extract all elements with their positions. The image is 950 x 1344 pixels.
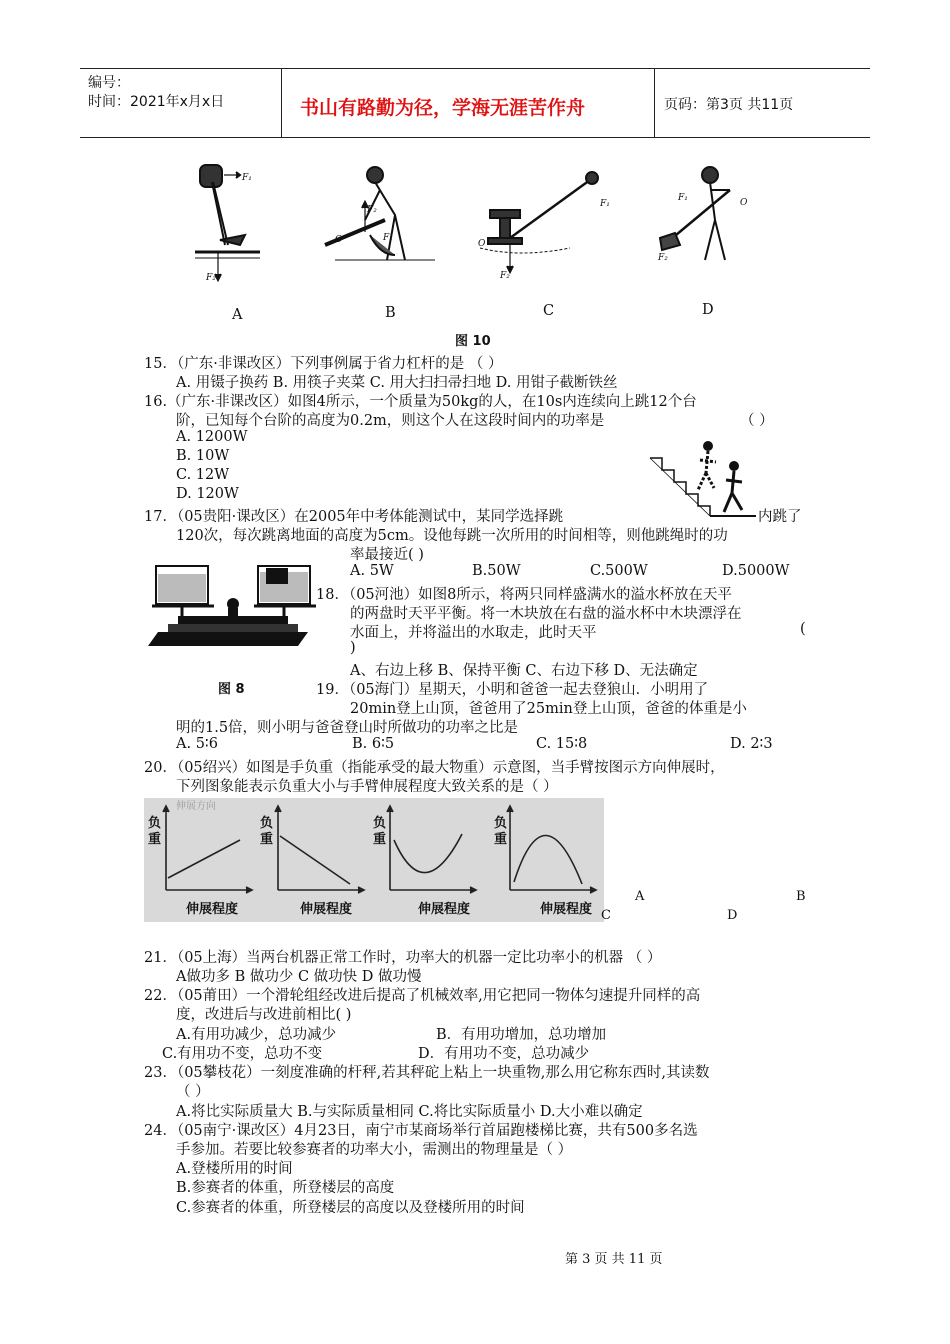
figure10-label-a: A (232, 307, 243, 323)
figure10-drawings (190, 160, 770, 300)
balance-figure (148, 560, 318, 655)
question-22-line2: 度，改进后与改进前相比( ) (176, 1007, 352, 1023)
graph-c (387, 806, 476, 893)
question-23-options: A.将比实际质量大 B.与实际质量相同 C.将比实际质量小 D.大小难以确定 (176, 1104, 643, 1120)
figure10-caption: 图 10 (455, 334, 491, 349)
question-23-line1: 23．（05攀枝花）一刻度准确的杆秤,若其秤砣上粘上一块重物,那么用它称东西时,其读数 (144, 1065, 710, 1081)
date-label: 时间：2021年x月x日 (88, 94, 225, 110)
question-16-line1: 16.（广东·非课改区）如图4所示，一个质量为50kg的人，在10s内连续向上跳12个台 (144, 394, 697, 410)
question-16-line2: 阶，已知每个台阶的高度为0.2m，则这个人在这段时间内的功率是 (176, 413, 605, 429)
graph-d (507, 806, 596, 893)
lever-figure-c (478, 172, 610, 281)
graph-letter-a: A (635, 889, 645, 904)
question-20-line1: 20．（05绍兴）如图是手负重（指能承受的最大物重）示意图，当手臂按图示方向伸展时， (144, 760, 725, 776)
svg-text:F₁: F₁ (600, 199, 610, 209)
question-16-option-a: A. 1200W (176, 429, 248, 445)
number-label: 编号： (88, 75, 130, 91)
lever-figure-d (657, 167, 748, 263)
question-19-line3: 明的1.5倍，则小明与爸爸登山时所做功的功率之比是 (176, 720, 519, 736)
question-18-bracket-open: ( (800, 621, 806, 637)
question-18-line3: 水面上，并将溢出的水取走，此时天平 (350, 625, 597, 641)
question-21-stem: 21．（05上海）当两台机器正常工作时，功率大的机器一定比功率小的机器 （ ） (144, 950, 662, 966)
header-divider (281, 69, 282, 137)
graph-a-x-label: 伸展程度 (186, 902, 239, 917)
question-17-option-c: C.500W (590, 563, 648, 579)
figure10-label-b: B (385, 305, 396, 321)
question-19-line1: 19．（05海门）星期天，小明和爸爸一起去登狼山．小明用了 (316, 682, 709, 698)
figure8-caption: 图 8 (218, 682, 245, 697)
graph-c-x-label: 伸展程度 (418, 902, 471, 917)
graph-d-x-label: 伸展程度 (540, 902, 593, 917)
question-18-options: A、右边上移 B、保持平衡 C、右边下移 D、无法确定 (350, 663, 698, 679)
question-24-option-b: B.参赛者的体重，所登楼层的高度 (176, 1180, 395, 1196)
question-22-option-b: B．有用功增加，总功增加 (436, 1027, 607, 1043)
question-24-option-c: C.参赛者的体重，所登楼层的高度以及登楼所用的时间 (176, 1200, 525, 1216)
question-17-option-a: A. 5W (350, 563, 394, 579)
question-22-line1: 22．（05莆田）一个滑轮组经改进后提高了机械效率,用它把同一物体匀速提升同样的高 (144, 988, 701, 1004)
question-17-line1: 17．（05贵阳·课改区）在2005年中考体能测试中，某同学选择跳 (144, 509, 564, 525)
question-15-stem: 15．（广东·非课改区）下列事例属于省力杠杆的是 （ ） (144, 356, 503, 372)
question-18-line1: 18．（05河池）如图8所示，将两只同样盛满水的溢水杯放在天平 (316, 587, 732, 603)
svg-text:O: O (740, 198, 748, 208)
question-23-line2: （ ） (176, 1084, 210, 1100)
svg-text:F₂: F₂ (206, 273, 216, 283)
graph-c-y-label: 负重 (373, 816, 387, 847)
graph-b-x-label: 伸展程度 (300, 902, 353, 917)
question-24-line1: 24．（05南宁·课改区）4月23日，南宁市某商场举行首届跑楼梯比赛，共有500多名选 (144, 1123, 698, 1139)
question-22-option-a: A.有用功减少，总功减少 (176, 1027, 337, 1043)
graph-letter-d: D (727, 908, 738, 923)
svg-text:F₂: F₂ (658, 253, 668, 263)
question-20-line2: 下列图象能表示负重大小与手臂伸展程度大致关系的是（ ） (176, 779, 558, 795)
question-24-line2: 手参加。若要比较参赛者的功率大小，需测出的物理量是（ ） (176, 1142, 573, 1158)
question-16-bracket: （ ） (740, 413, 774, 429)
question-15-options: A. 用镊子换药 B. 用筷子夹菜 C. 用大扫扫帚扫地 D. 用钳子截断铁丝 (176, 375, 618, 391)
svg-text:F₁: F₁ (678, 193, 688, 203)
question-22-option-d: D．有用功不变，总功减少 (418, 1046, 590, 1062)
graph-letter-b: B (796, 889, 806, 904)
question-16-option-b: B. 10W (176, 448, 230, 464)
question-24-option-a: A.登楼所用的时间 (176, 1161, 293, 1177)
figure10-label-c: C (543, 303, 555, 319)
header-motto: 书山有路勤为径，学海无涯苦作舟 (300, 97, 586, 119)
question-19-option-d: D. 2∶3 (730, 736, 773, 752)
svg-text:O: O (478, 239, 486, 249)
graph-b (275, 806, 364, 893)
figure10-label-d: D (702, 302, 714, 318)
question-19-option-c: C. 15∶8 (536, 736, 588, 752)
graph-d-y-label: 负重 (494, 816, 508, 847)
question-16-option-c: C. 12W (176, 467, 230, 483)
lever-figure-a (195, 165, 260, 283)
question-17-option-b: B.50W (472, 563, 521, 579)
question-19-option-a: A. 5∶6 (176, 736, 218, 752)
question-19-option-b: B. 6∶5 (352, 736, 395, 752)
question-19-line2: 20min登上山顶，爸爸用了25min登上山顶，爸爸的体重是小 (350, 701, 747, 717)
question-17-option-d: D.5000W (722, 563, 790, 579)
svg-text:F₂: F₂ (367, 205, 377, 215)
graph-panel-top-fragment: 伸展方向 (176, 801, 216, 812)
graph-b-y-label: 负重 (260, 816, 274, 847)
graph-a-y-label: 负重 (148, 816, 162, 847)
graph-a (163, 806, 252, 893)
lever-figure-b (325, 167, 435, 260)
svg-text:F₂: F₂ (500, 271, 510, 281)
graph-letter-c: C (601, 908, 611, 923)
page-footer: 第 3 页 共 11 页 (565, 1252, 663, 1267)
question-18-line2: 的两盘时天平平衡。将一木块放在右盘的溢水杯中木块漂浮在 (350, 606, 742, 622)
question-18-bracket-close: ) (350, 640, 356, 656)
page-label: 页码：第3页 共11页 (664, 97, 794, 113)
svg-text:F₁: F₁ (383, 233, 393, 243)
question-21-options: A做功多 B 做功少 C 做功快 D 做功慢 (176, 969, 422, 985)
stairs-figure (648, 438, 758, 518)
question-17-line1-tail: 内跳了 (758, 509, 802, 525)
header-divider (654, 69, 655, 137)
svg-text:O: O (335, 235, 343, 245)
question-16-option-d: D. 120W (176, 486, 239, 502)
question-22-option-c: C.有用功不变，总功不变 (162, 1046, 323, 1062)
question-17-line2: 120次，每次跳离地面的高度为5cm。设他每跳一次所用的时间相等，则他跳绳时的功 (176, 528, 728, 544)
svg-text:F₁: F₁ (242, 173, 252, 183)
question-17-line3: 率最接近( ) (350, 547, 424, 563)
